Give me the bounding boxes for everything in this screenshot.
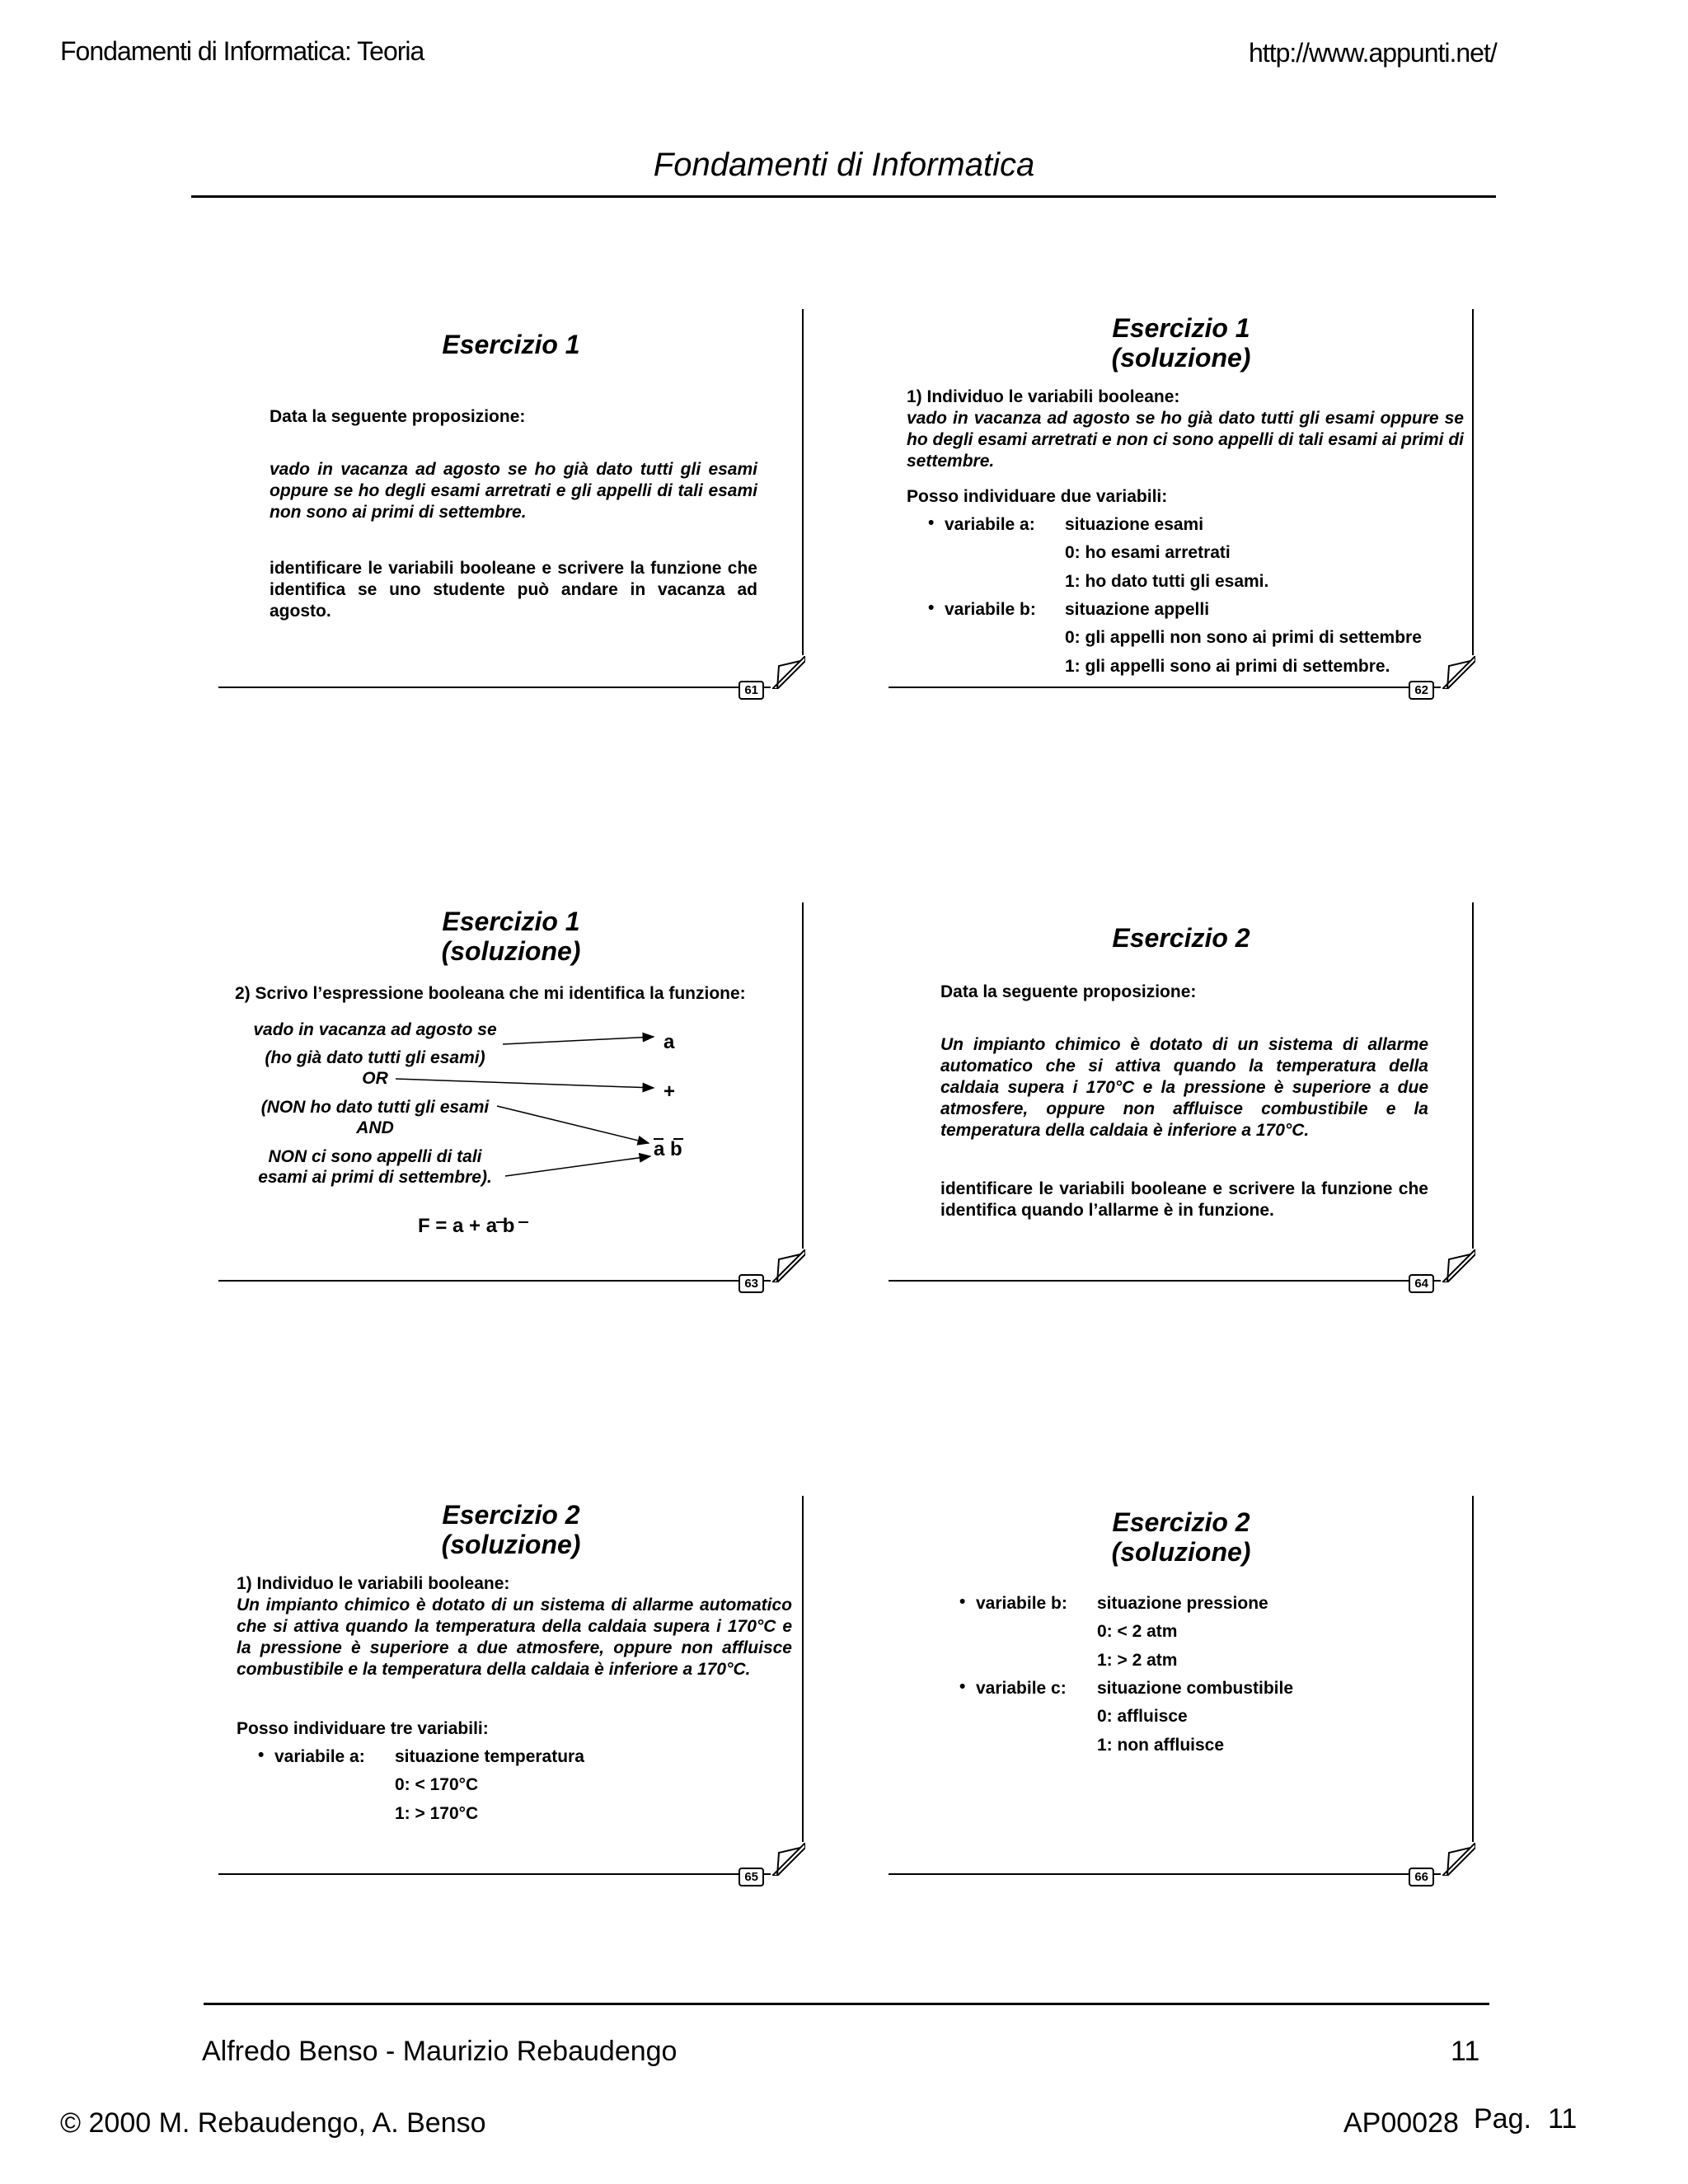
slide-number: 64: [1409, 1274, 1434, 1293]
var-a-desc: situazione temperatura: [395, 1747, 584, 1766]
slide-number: 66: [1409, 1868, 1434, 1886]
bullet-icon: •: [258, 1746, 265, 1765]
expr-line-6: NON ci sono appelli di tali: [268, 1147, 482, 1166]
slide-border-right: [802, 902, 804, 1249]
slide-step: 1) Individuo le variabili booleane:: [237, 1574, 510, 1593]
var-a-label: variabile a:: [945, 515, 1035, 534]
footer-copyright: © 2000 M. Rebaudengo, A. Benso: [60, 2107, 486, 2139]
slide-title: Esercizio 2: [1112, 923, 1250, 953]
var-b-label: variabile b:: [976, 1594, 1067, 1613]
slide-border-bottom: [218, 1280, 771, 1282]
slide-intro: Data la seguente proposizione:: [270, 407, 526, 426]
bullet-icon: •: [959, 1592, 966, 1611]
var-c-desc: situazione combustibile: [1097, 1679, 1294, 1698]
slide-intro: Posso individuare due variabili:: [907, 487, 1168, 506]
slide-proposition: vado in vacanza ad agosto se ho già dato tutti gli esami oppure se ho degli esami arretrati e gli appelli di tali esami non sono ai primi di settembre.: [270, 460, 757, 522]
slide-border-right: [1472, 1496, 1474, 1842]
slide-border-right: [802, 309, 804, 655]
slide-title: Esercizio 1: [442, 330, 580, 359]
bullet-icon: •: [928, 513, 935, 532]
slide-title: Esercizio 2: [442, 1500, 580, 1530]
slide-border-bottom: [889, 1280, 1441, 1282]
page-curl-icon: [772, 1249, 805, 1282]
expr-line-7: esami ai primi di settembre).: [258, 1168, 492, 1187]
slide-number: 63: [738, 1274, 764, 1293]
page-curl-icon: [772, 1843, 805, 1876]
slide-border-right: [1472, 902, 1474, 1249]
var-b-desc: situazione appelli: [1065, 600, 1210, 619]
var-a-value-1: 1: ho dato tutti gli esami.: [1065, 572, 1269, 591]
footer-pag-label: Pag.: [1474, 2103, 1531, 2135]
slide-62: [889, 309, 1474, 696]
var-c-value-0: 0: affluisce: [1097, 1707, 1188, 1726]
var-a-label: variabile a:: [274, 1747, 365, 1766]
slide-65: [218, 1496, 804, 1883]
header-left: Fondamenti di Informatica: Teoria: [60, 36, 424, 66]
slide-64: [889, 902, 1474, 1290]
expr-line-3: OR: [362, 1069, 388, 1088]
slide-66: [889, 1496, 1474, 1883]
var-c-value-1: 1: non affluisce: [1097, 1736, 1225, 1755]
var-b-desc: situazione pressione: [1097, 1594, 1268, 1613]
var-b-value-0: 0: gli appelli non sono ai primi di settembre: [1065, 628, 1422, 647]
slide-subtitle: (soluzione): [1111, 1537, 1251, 1567]
page-curl-icon: [772, 656, 805, 689]
slide-title: Esercizio 2: [1112, 1507, 1250, 1537]
slide-border-bottom: [889, 687, 1441, 688]
symbol-a-not-b-not: a b: [654, 1138, 682, 1160]
var-b-value-1: 1: gli appelli sono ai primi di settembre.: [1065, 657, 1390, 676]
footer-page-number: 11: [1451, 2036, 1480, 2067]
page-curl-icon: [1442, 656, 1475, 689]
symbol-a: a: [663, 1031, 675, 1053]
slide-proposition: Un impianto chimico è dotato di un sistema di allarme automatico che si attiva quando la temperatura della caldaia supera i 170°C e la pressione è superiore a due atmosfere, oppure non affluisce combustibile e la temperatura della caldaia è inferiore a 170°C.: [237, 1596, 792, 1679]
var-b-value-1: 1: > 2 atm: [1097, 1651, 1178, 1670]
symbol-plus: +: [663, 1080, 676, 1103]
slide-title: Esercizio 1: [1112, 313, 1250, 343]
slide-63: [218, 902, 804, 1290]
footer-pag-number: 11: [1548, 2103, 1578, 2135]
slide-task: identificare le variabili booleane e scrivere la funzione che identifica se uno studente può andare in vacanza ad agosto.: [270, 559, 757, 621]
slide-task: identificare le variabili booleane e scrivere la funzione che identifica quando l’allarme è in funzione.: [940, 1179, 1428, 1220]
header-url[interactable]: http://www.appunti.net/: [1249, 38, 1497, 68]
footer-authors: Alfredo Benso - Maurizio Rebaudengo: [202, 2036, 678, 2067]
slide-step: 2) Scrivo l’espressione booleana che mi identifica la funzione:: [235, 984, 746, 1003]
slide-border-right: [802, 1496, 804, 1842]
var-a-value-0: 0: ho esami arretrati: [1065, 543, 1231, 562]
slide-subtitle: (soluzione): [441, 936, 581, 966]
slide-intro: Posso individuare tre variabili:: [237, 1719, 489, 1738]
slide-number: 61: [738, 681, 764, 700]
page-curl-icon: [1442, 1249, 1475, 1282]
slide-border-bottom: [218, 1873, 771, 1875]
slide-61: [218, 309, 804, 696]
slide-step: 1) Individuo le variabili booleane:: [907, 387, 1180, 406]
footer-code: AP00028: [1343, 2107, 1459, 2139]
slide-number: 65: [738, 1868, 764, 1886]
expr-line-5: AND: [356, 1118, 394, 1137]
expr-line-4: (NON ho dato tutti gli esami: [260, 1098, 490, 1117]
slide-number: 62: [1409, 681, 1434, 700]
header-rule: [191, 195, 1496, 198]
slide-title: Esercizio 1: [442, 907, 580, 936]
expr-line-1: vado in vacanza ad agosto se: [253, 1020, 497, 1039]
var-b-value-0: 0: < 2 atm: [1097, 1622, 1178, 1641]
slide-subtitle: (soluzione): [1111, 343, 1251, 373]
expression-arrows: [218, 902, 804, 1249]
slide-proposition: Un impianto chimico è dotato di un sistema di allarme automatico che si attiva quando la temperatura della caldaia supera i 170°C e la pressione è superiore a due atmosfere, oppure non affluisce combustibile e la temperatura della caldaia è inferiore a 170°C.: [940, 1035, 1428, 1140]
slide-proposition: vado in vacanza ad agosto se ho già dato tutti gli esami oppure se ho degli esami arretrati e non ci sono appelli di tali esami ai primi di settembre.: [907, 409, 1464, 471]
page-curl-icon: [1442, 1843, 1475, 1876]
var-c-label: variabile c:: [976, 1679, 1067, 1698]
slide-subtitle: (soluzione): [441, 1530, 581, 1559]
expr-line-2: (ho già dato tutti gli esami): [265, 1048, 485, 1067]
var-a-desc: situazione esami: [1065, 515, 1204, 534]
slide-border-bottom: [218, 687, 771, 688]
var-a-value-0: 0: < 170°C: [395, 1775, 479, 1794]
formula: F = a + a b: [418, 1215, 515, 1237]
slide-border-right: [1472, 309, 1474, 655]
document-title: Fondamenti di Informatica: [653, 147, 1035, 183]
slide-border-bottom: [889, 1873, 1441, 1875]
var-b-label: variabile b:: [945, 600, 1036, 619]
var-a-value-1: 1: > 170°C: [395, 1804, 479, 1823]
bullet-icon: •: [928, 598, 935, 617]
footer-rule: [204, 2003, 1489, 2005]
slide-intro: Data la seguente proposizione:: [940, 982, 1197, 1001]
bullet-icon: •: [959, 1677, 966, 1696]
